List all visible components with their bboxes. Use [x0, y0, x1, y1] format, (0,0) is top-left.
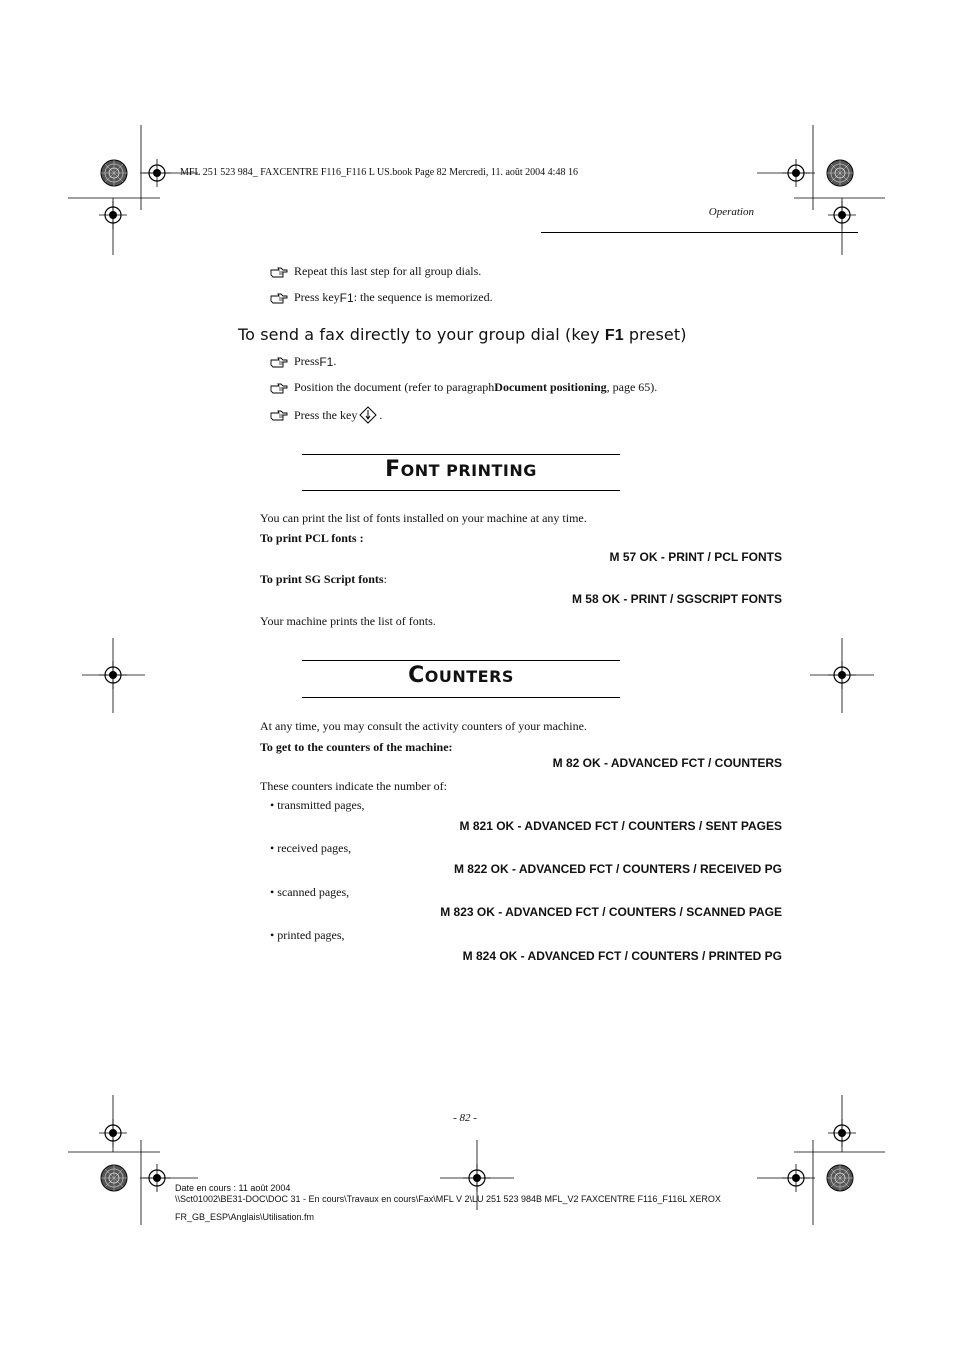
key-f1: F1 [604, 327, 624, 344]
step-text: : the sequence is memorized. [353, 290, 493, 304]
counter-menu-scanned: M 823 OK - ADVANCED FCT / COUNTERS / SCANNED PAGE [440, 905, 782, 919]
pcl-label: To print PCL fonts : [260, 531, 364, 545]
pointing-hand-icon [270, 356, 288, 368]
counter-menu-printed: M 824 OK - ADVANCED FCT / COUNTERS / PRINTED PG [462, 949, 782, 963]
pcl-menu-path: M 57 OK - PRINT / PCL FONTS [609, 550, 782, 564]
sg-colon: : [383, 572, 387, 586]
start-key-icon [359, 406, 377, 424]
title-initial: C [408, 663, 425, 688]
step-text: Position the document (refer to paragraph [294, 380, 495, 394]
pointing-hand-icon [270, 409, 288, 421]
header-title: Operation [708, 206, 754, 218]
font-result: Your machine prints the list of fonts. [260, 614, 436, 628]
header-rule [541, 232, 858, 233]
step-text: Press [294, 354, 320, 368]
key-f1: F1 [319, 354, 334, 369]
document-positioning-ref: Document positioning [494, 380, 607, 394]
sg-label-line [260, 572, 387, 587]
step-text: . [333, 354, 337, 368]
section-rule-top [302, 454, 620, 455]
section-title-counters [302, 663, 620, 688]
counters-menu-path: M 82 OK - ADVANCED FCT / COUNTERS [552, 756, 782, 770]
subheading-text: To send a fax directly to your group dial (key [238, 325, 605, 344]
key-f1: F1 [339, 290, 354, 305]
step-press-f1 [270, 290, 493, 305]
subheading-send-group [238, 325, 687, 345]
title-rest: ONT PRINTING [400, 461, 537, 480]
counters-get-label: To get to the counters of the machine: [260, 740, 453, 754]
footer-file: FR_GB_ESP\Anglais\Utilisation.fm [175, 1212, 315, 1222]
footer-date: Date en cours : 11 août 2004 [175, 1183, 291, 1193]
sg-menu-path: M 58 OK - PRINT / SGSCRIPT FONTS [571, 592, 782, 606]
sg-label: To print SG Script fonts [260, 572, 384, 586]
section-rule-bottom [302, 697, 620, 698]
pointing-hand-icon [270, 382, 288, 394]
title-initial: F [385, 457, 401, 482]
counter-menu-received: M 822 OK - ADVANCED FCT / COUNTERS / RECEIVED PG [453, 862, 782, 876]
section-rule-bottom [302, 490, 620, 491]
subheading-text: preset) [623, 325, 687, 344]
counters-intro: At any time, you may consult the activity counters of your machine. [260, 719, 587, 733]
counter-menu-sent: M 821 OK - ADVANCED FCT / COUNTERS / SENT PAGES [459, 819, 782, 833]
step-text: Press key [294, 290, 340, 304]
pointing-hand-icon [270, 266, 288, 278]
footer-path: \\Sct01002\BE31-DOC\DOC 31 - En cours\Travaux en cours\Fax\MFL V 2\LU 251 523 984B MFL_V2 FAXCENTRE F116_F116L XEROX [175, 1194, 721, 1204]
font-intro: You can print the list of fonts installed on your machine at any time. [260, 511, 587, 525]
book-info-line: MFL 251 523 984_ FAXCENTRE F116_F116 L US.book Page 82 Mercredi, 11. août 2004 4:48 16 [180, 167, 578, 178]
title-rest: OUNTERS [424, 667, 514, 686]
counters-indicate: These counters indicate the number of: [260, 779, 447, 793]
pointing-hand-icon [270, 292, 288, 304]
section-rule-top [302, 660, 620, 661]
page-number: - 82 - [453, 1112, 477, 1124]
step-position-document [270, 380, 657, 395]
step-text: Repeat this last step for all group dials. [294, 264, 482, 278]
counter-item-printed: • printed pages, [270, 928, 345, 942]
counter-item-received: • received pages, [270, 841, 352, 855]
step-text: , page 65). [606, 380, 658, 394]
counter-item-scanned: • scanned pages, [270, 885, 350, 899]
step-text: . [379, 407, 383, 422]
step-repeat [270, 264, 481, 279]
step-press-start [270, 406, 382, 424]
step-press-f1-send [270, 354, 336, 369]
section-title-font-printing [302, 457, 620, 482]
step-text: Press the key [294, 407, 358, 422]
counter-item-transmitted: • transmitted pages, [270, 798, 365, 812]
